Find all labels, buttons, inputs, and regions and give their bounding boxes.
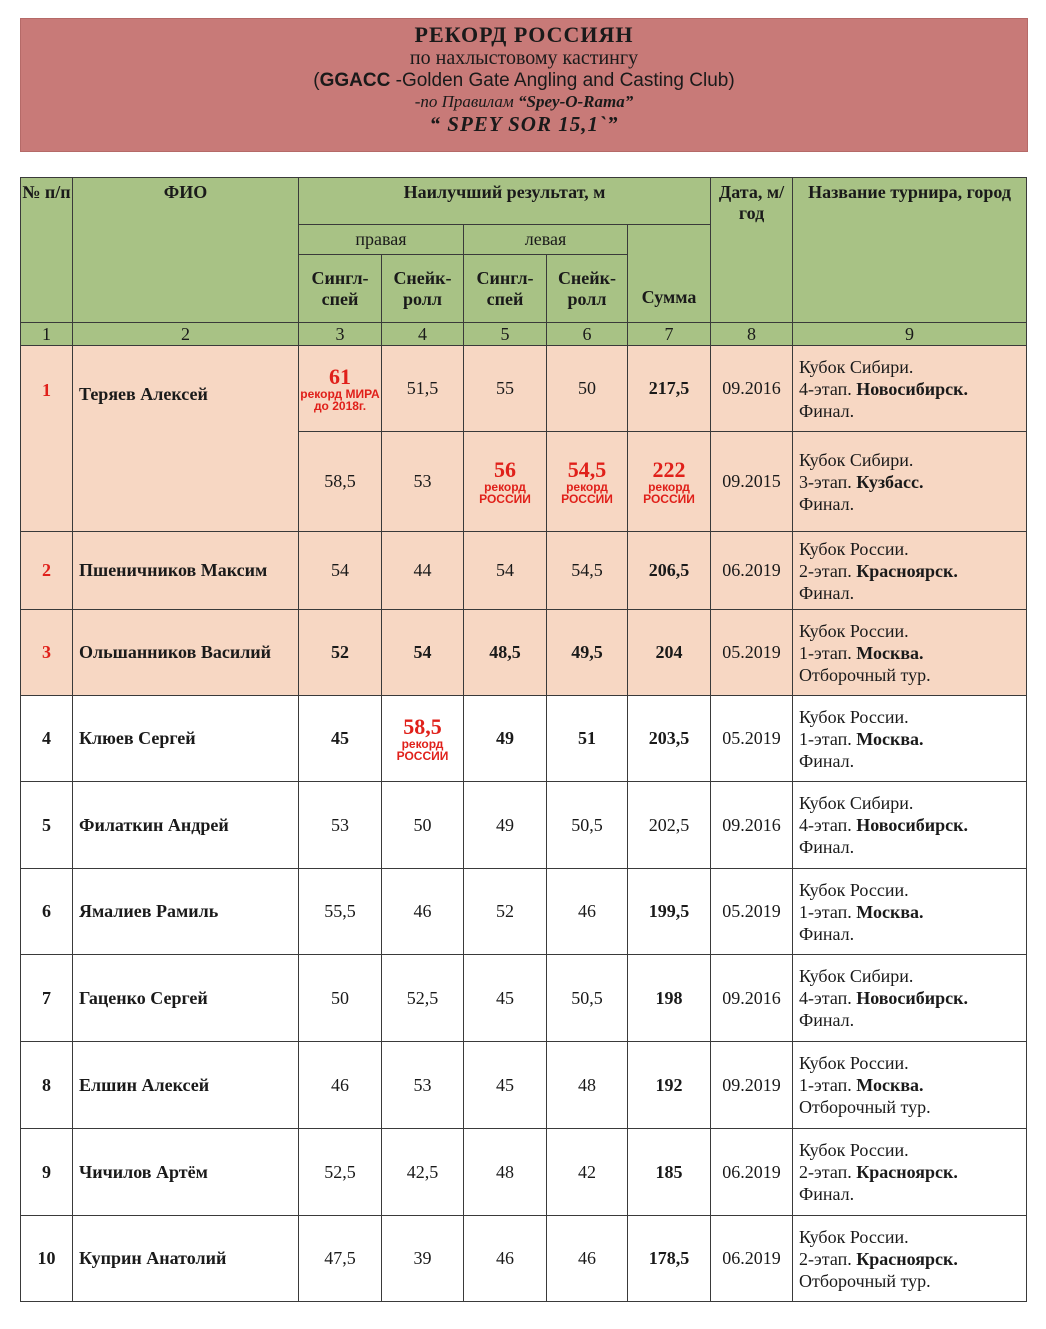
result-cell: 50 [299, 955, 382, 1042]
sum-cell: 192 [628, 1042, 711, 1129]
col-index: 5 [464, 323, 547, 346]
athlete-name: Елшин Алексей [73, 1042, 299, 1129]
result-cell: 46 [547, 1216, 628, 1302]
place-cell: 4 [21, 696, 73, 782]
sum-cell: 222 рекорд РОССИИ [628, 432, 711, 532]
col-index: 8 [711, 323, 793, 346]
place-cell: 2 [21, 532, 73, 610]
tournament-cell: Кубок России. 1-этап. Москва. Финал. [793, 696, 1027, 782]
result-cell: 50 [547, 346, 628, 432]
result-cell: 44 [382, 532, 464, 610]
header-snake-left: Снейк-ролл [547, 255, 628, 323]
date-cell: 05.2019 [711, 696, 793, 782]
result-cell: 55,5 [299, 869, 382, 955]
result-cell: 46 [464, 1216, 547, 1302]
sum-cell: 185 [628, 1129, 711, 1216]
result-cell: 39 [382, 1216, 464, 1302]
record-note: рекорд РОССИИ [396, 736, 449, 763]
header-right: правая [299, 225, 464, 255]
header-single-left: Сингл-спей [464, 255, 547, 323]
result-cell: 49 [464, 696, 547, 782]
table-row [21, 1042, 1027, 1129]
col-index: 2 [73, 323, 299, 346]
table-row [21, 532, 1027, 610]
result-cell: 55 [464, 346, 547, 432]
table-row [21, 955, 1027, 1042]
result-cell: 54 [382, 610, 464, 696]
sum-cell: 199,5 [628, 869, 711, 955]
table-row [21, 1216, 1027, 1302]
result-cell: 46 [382, 869, 464, 955]
result-cell: 46 [299, 1042, 382, 1129]
table-row [21, 782, 1027, 869]
result-cell: 51,5 [382, 346, 464, 432]
date-cell: 06.2019 [711, 1216, 793, 1302]
col-index: 6 [547, 323, 628, 346]
date-cell: 09.2016 [711, 346, 793, 432]
record-note: рекорд МИРА до 2018г. [300, 386, 380, 413]
athlete-name: Ямалиев Рамиль [73, 869, 299, 955]
title-club: (GGACC -Golden Gate Angling and Casting Club) [313, 70, 735, 91]
athlete-name: Гаценко Сергей [73, 955, 299, 1042]
date-cell: 05.2019 [711, 869, 793, 955]
athlete-name: Теряев Алексей [73, 346, 299, 532]
col-index: 9 [793, 323, 1027, 346]
athlete-name: Чичилов Артём [73, 1129, 299, 1216]
record-note: рекорд РОССИИ [479, 479, 531, 506]
place-cell: 6 [21, 869, 73, 955]
result-cell: 53 [382, 432, 464, 532]
result-cell: 54 [299, 532, 382, 610]
athlete-name: Филаткин Андрей [73, 782, 299, 869]
tournament-cell: Кубок России. 1-этап. Москва. Отборочный тур. [793, 610, 1027, 696]
result-cell: 52 [464, 869, 547, 955]
result-cell: 58,5 рекорд РОССИИ [382, 696, 464, 782]
result-cell: 54,5 рекорд РОССИИ [547, 432, 628, 532]
col-index: 4 [382, 323, 464, 346]
sum-cell: 203,5 [628, 696, 711, 782]
header-left: левая [464, 225, 628, 255]
result-cell: 50,5 [547, 782, 628, 869]
place-cell: 10 [21, 1216, 73, 1302]
tournament-cell: Кубок Сибири. 3-этап. Кузбасс. Финал. [793, 432, 1027, 532]
result-cell: 52,5 [382, 955, 464, 1042]
records-table [20, 177, 1027, 1302]
result-cell: 58,5 [299, 432, 382, 532]
athlete-name: Пшеничников Максим [73, 532, 299, 610]
header-fio: ФИО [73, 178, 299, 323]
place-cell: 8 [21, 1042, 73, 1129]
title-main: РЕКОРД РОССИЯН [414, 22, 634, 47]
sum-cell: 178,5 [628, 1216, 711, 1302]
table-row [21, 610, 1027, 696]
result-cell: 52 [299, 610, 382, 696]
place-cell: 7 [21, 955, 73, 1042]
sum-cell: 198 [628, 955, 711, 1042]
header-date: Дата, м/год [711, 178, 793, 323]
date-cell: 06.2019 [711, 1129, 793, 1216]
date-cell: 09.2016 [711, 782, 793, 869]
tournament-cell: Кубок Сибири. 4-этап. Новосибирск. Финал. [793, 955, 1027, 1042]
date-cell: 05.2019 [711, 610, 793, 696]
col-index: 3 [299, 323, 382, 346]
sum-cell: 206,5 [628, 532, 711, 610]
header-single-right: Сингл-спей [299, 255, 382, 323]
date-cell: 06.2019 [711, 532, 793, 610]
tournament-cell: Кубок России. 1-этап. Москва. Финал. [793, 869, 1027, 955]
tournament-cell: Кубок России. 1-этап. Москва. Отборочный тур. [793, 1042, 1027, 1129]
result-cell: 54 [464, 532, 547, 610]
result-cell: 56 рекорд РОССИИ [464, 432, 547, 532]
result-cell: 53 [382, 1042, 464, 1129]
tournament-cell: Кубок Сибири. 4-этап. Новосибирск. Финал. [793, 782, 1027, 869]
table-row [21, 346, 1027, 432]
result-cell: 45 [464, 1042, 547, 1129]
place-cell: 3 [21, 610, 73, 696]
date-cell: 09.2019 [711, 1042, 793, 1129]
title-rules: -по Правилам “Spey-O-Rama” [414, 92, 634, 111]
header-best-result: Наилучший результат, м [299, 178, 711, 225]
result-cell: 45 [464, 955, 547, 1042]
result-cell: 52,5 [299, 1129, 382, 1216]
date-cell: 09.2015 [711, 432, 793, 532]
sum-cell: 204 [628, 610, 711, 696]
athlete-name: Ольшанников Василий [73, 610, 299, 696]
table-row [21, 696, 1027, 782]
result-cell: 50,5 [547, 955, 628, 1042]
result-cell: 51 [547, 696, 628, 782]
result-cell: 46 [547, 869, 628, 955]
place-cell: 1 [21, 346, 73, 532]
result-cell: 53 [299, 782, 382, 869]
result-cell: 50 [382, 782, 464, 869]
header-sum: Сумма [628, 225, 711, 323]
result-cell: 49 [464, 782, 547, 869]
header-num: № п/п [21, 178, 73, 323]
title-banner [20, 18, 1028, 152]
result-cell: 42,5 [382, 1129, 464, 1216]
record-note: рекорд РОССИИ [643, 479, 695, 506]
table-row [21, 869, 1027, 955]
result-cell: 61 рекорд МИРА до 2018г. [299, 346, 382, 432]
date-cell: 09.2016 [711, 955, 793, 1042]
tournament-cell: Кубок России. 2-этап. Красноярск. Отборочный тур. [793, 1216, 1027, 1302]
title-subtitle: по нахлыстовому кастингу [409, 47, 639, 69]
result-cell: 49,5 [547, 610, 628, 696]
result-cell: 48 [464, 1129, 547, 1216]
result-cell: 47,5 [299, 1216, 382, 1302]
result-cell: 42 [547, 1129, 628, 1216]
header-tournament: Название турнира, город [793, 178, 1027, 323]
place-cell: 9 [21, 1129, 73, 1216]
table-row [21, 1129, 1027, 1216]
col-index: 1 [21, 323, 73, 346]
header-snake-right: Снейк-ролл [382, 255, 464, 323]
tournament-cell: Кубок России. 2-этап. Красноярск. Финал. [793, 1129, 1027, 1216]
sum-cell: 202,5 [628, 782, 711, 869]
tournament-cell: Кубок России. 2-этап. Красноярск. Финал. [793, 532, 1027, 610]
sum-cell: 217,5 [628, 346, 711, 432]
result-cell: 48 [547, 1042, 628, 1129]
col-index: 7 [628, 323, 711, 346]
athlete-name: Куприн Анатолий [73, 1216, 299, 1302]
result-cell: 48,5 [464, 610, 547, 696]
place-cell: 5 [21, 782, 73, 869]
athlete-name: Клюев Сергей [73, 696, 299, 782]
result-cell: 54,5 [547, 532, 628, 610]
tournament-cell: Кубок Сибири. 4-этап. Новосибирск. Финал. [793, 346, 1027, 432]
result-cell: 45 [299, 696, 382, 782]
title-discipline: “ SPEY SOR 15,1`” [429, 112, 619, 136]
record-note: рекорд РОССИИ [561, 479, 613, 506]
